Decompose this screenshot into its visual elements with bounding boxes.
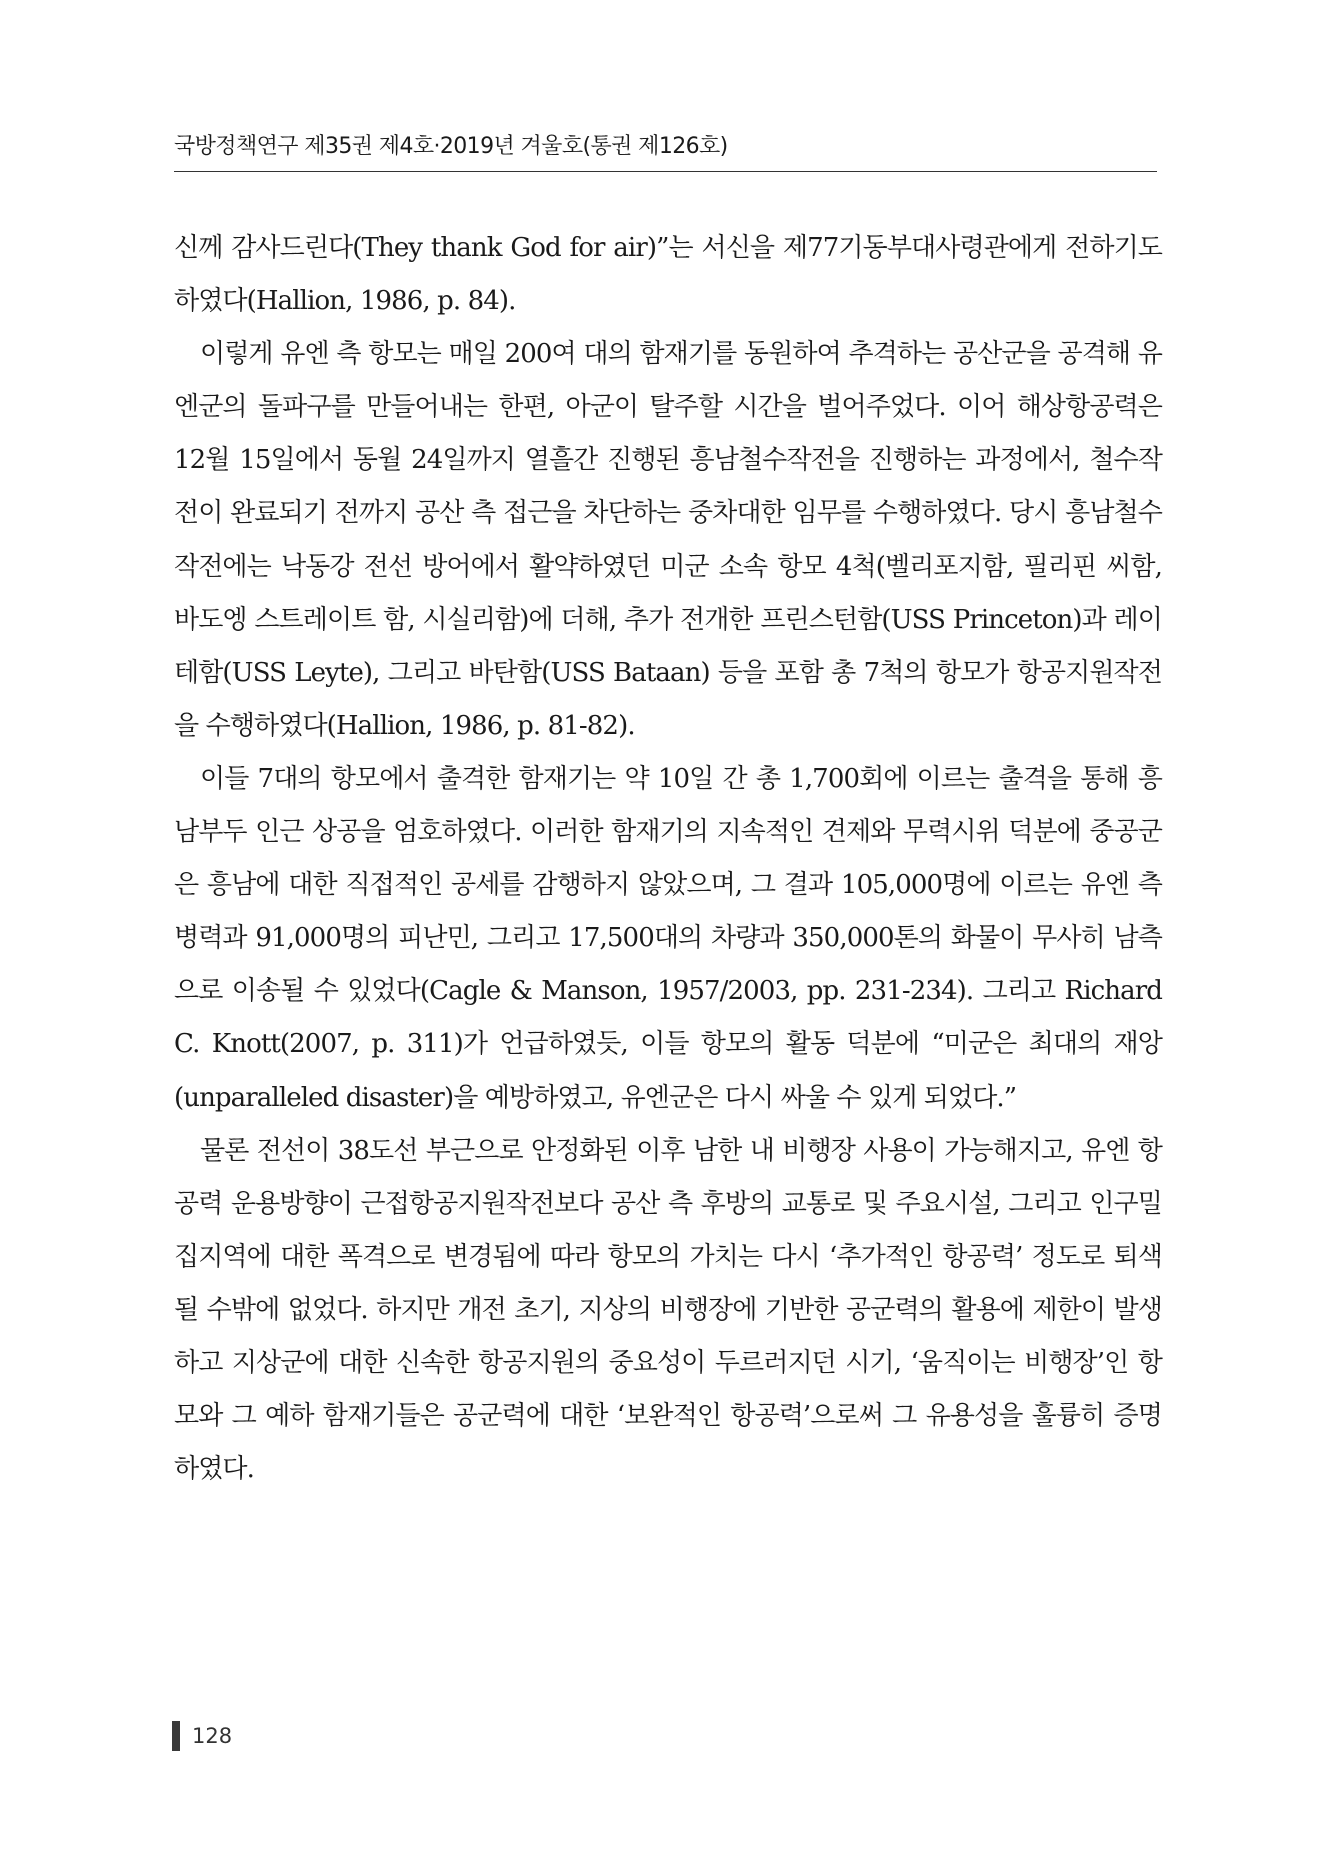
paragraph-sortie-results: 이들 7대의 항모에서 출격한 함재기는 약 10일 간 총 1,700회에 이르는 출격을 통해 흥남부두 인근 상공을 엄호하였다. 이러한 함재기의 지속적인 견제와 무력시위 덕분에 중공군은 흥남에 대한 직접적인 공세를 감행하지 않았으며, 그 결과 105,000명에 이르는 유엔 측 병력과 91,000명의 피난민, 그리고 17,500대의 차량과 350,000톤의 화물이 무사히 남측으로 이송될 수 있었다(Cagle & Manson, 1957/2003, pp. 231-234). 그리고 Richard C. Knott(2007, p. 311)가 언급하였듯, 이들 항모의 활동 덕분에 “미군은 최대의 재앙(unparalleled disaster)을 예방하였고, 유엔군은 다시 싸울 수 있게 되었다.” [174,763,1162,1113]
body-text [174,222,1162,1496]
page-number: 128 [192,1724,233,1748]
paragraph-carrier-value: 물론 전선이 38도선 부근으로 안정화된 이후 남한 내 비행장 사용이 가능해지고, 유엔 항공력 운용방향이 근접항공지원작전보다 공산 측 후방의 교통로 및 주요시설, 그리고 인구밀집지역에 대한 폭격으로 변경됨에 따라 항모의 가치는 다시 ‘추가적인 항공력’ 정도로 퇴색될 수밖에 없었다. 하지만 개전 초기, 지상의 비행장에 기반한 공군력의 활용에 제한이 발생하고 지상군에 대한 신속한 항공지원의 중요성이 두르러지던 시기, ‘움직이는 비행장’인 항모와 그 예하 함재기들은 공군력에 대한 ‘보완적인 항공력’으로써 그 유용성을 훌륭히 증명하였다. [174,1135,1162,1485]
page-footer [172,1721,232,1751]
journal-title: 국방정책연구 제35권 제4호·2019년 겨울호(통권 제126호) [174,134,728,159]
page-marker-bar [172,1721,180,1751]
paragraph-carrier-withdrawal: 이렇게 유엔 측 항모는 매일 200여 대의 함재기를 동원하여 추격하는 공산군을 공격해 유엔군의 돌파구를 만들어내는 한편, 아군이 탈주할 시간을 벌어주었다. 이어 해상항공력은 12월 15일에서 동월 24일까지 열흘간 진행된 흥남철수작전을 진행하는 과정에서, 철수작전이 완료되기 전까지 공산 측 접근을 차단하는 중차대한 임무를 수행하였다. 당시 흥남철수작전에는 낙동강 전선 방어에서 활약하였던 미군 소속 항모 4척(벨리포지함, 필리핀 씨함, 바도엥 스트레이트 함, 시실리함)에 더해, 추가 전개한 프린스턴함(USS Princeton)과 레이테함(USS Leyte), 그리고 바탄함(USS Bataan) 등을 포함 총 7척의 항모가 항공지원작전을 수행하였다(Hallion, 1986, p. 81-82). [174,339,1162,741]
paragraph-continuation: 신께 감사드린다(They thank God for air)”는 서신을 제77기동부대사령관에게 전하기도 하였다(Hallion, 1986, p. 84). [174,233,1162,317]
running-header [174,132,1157,172]
